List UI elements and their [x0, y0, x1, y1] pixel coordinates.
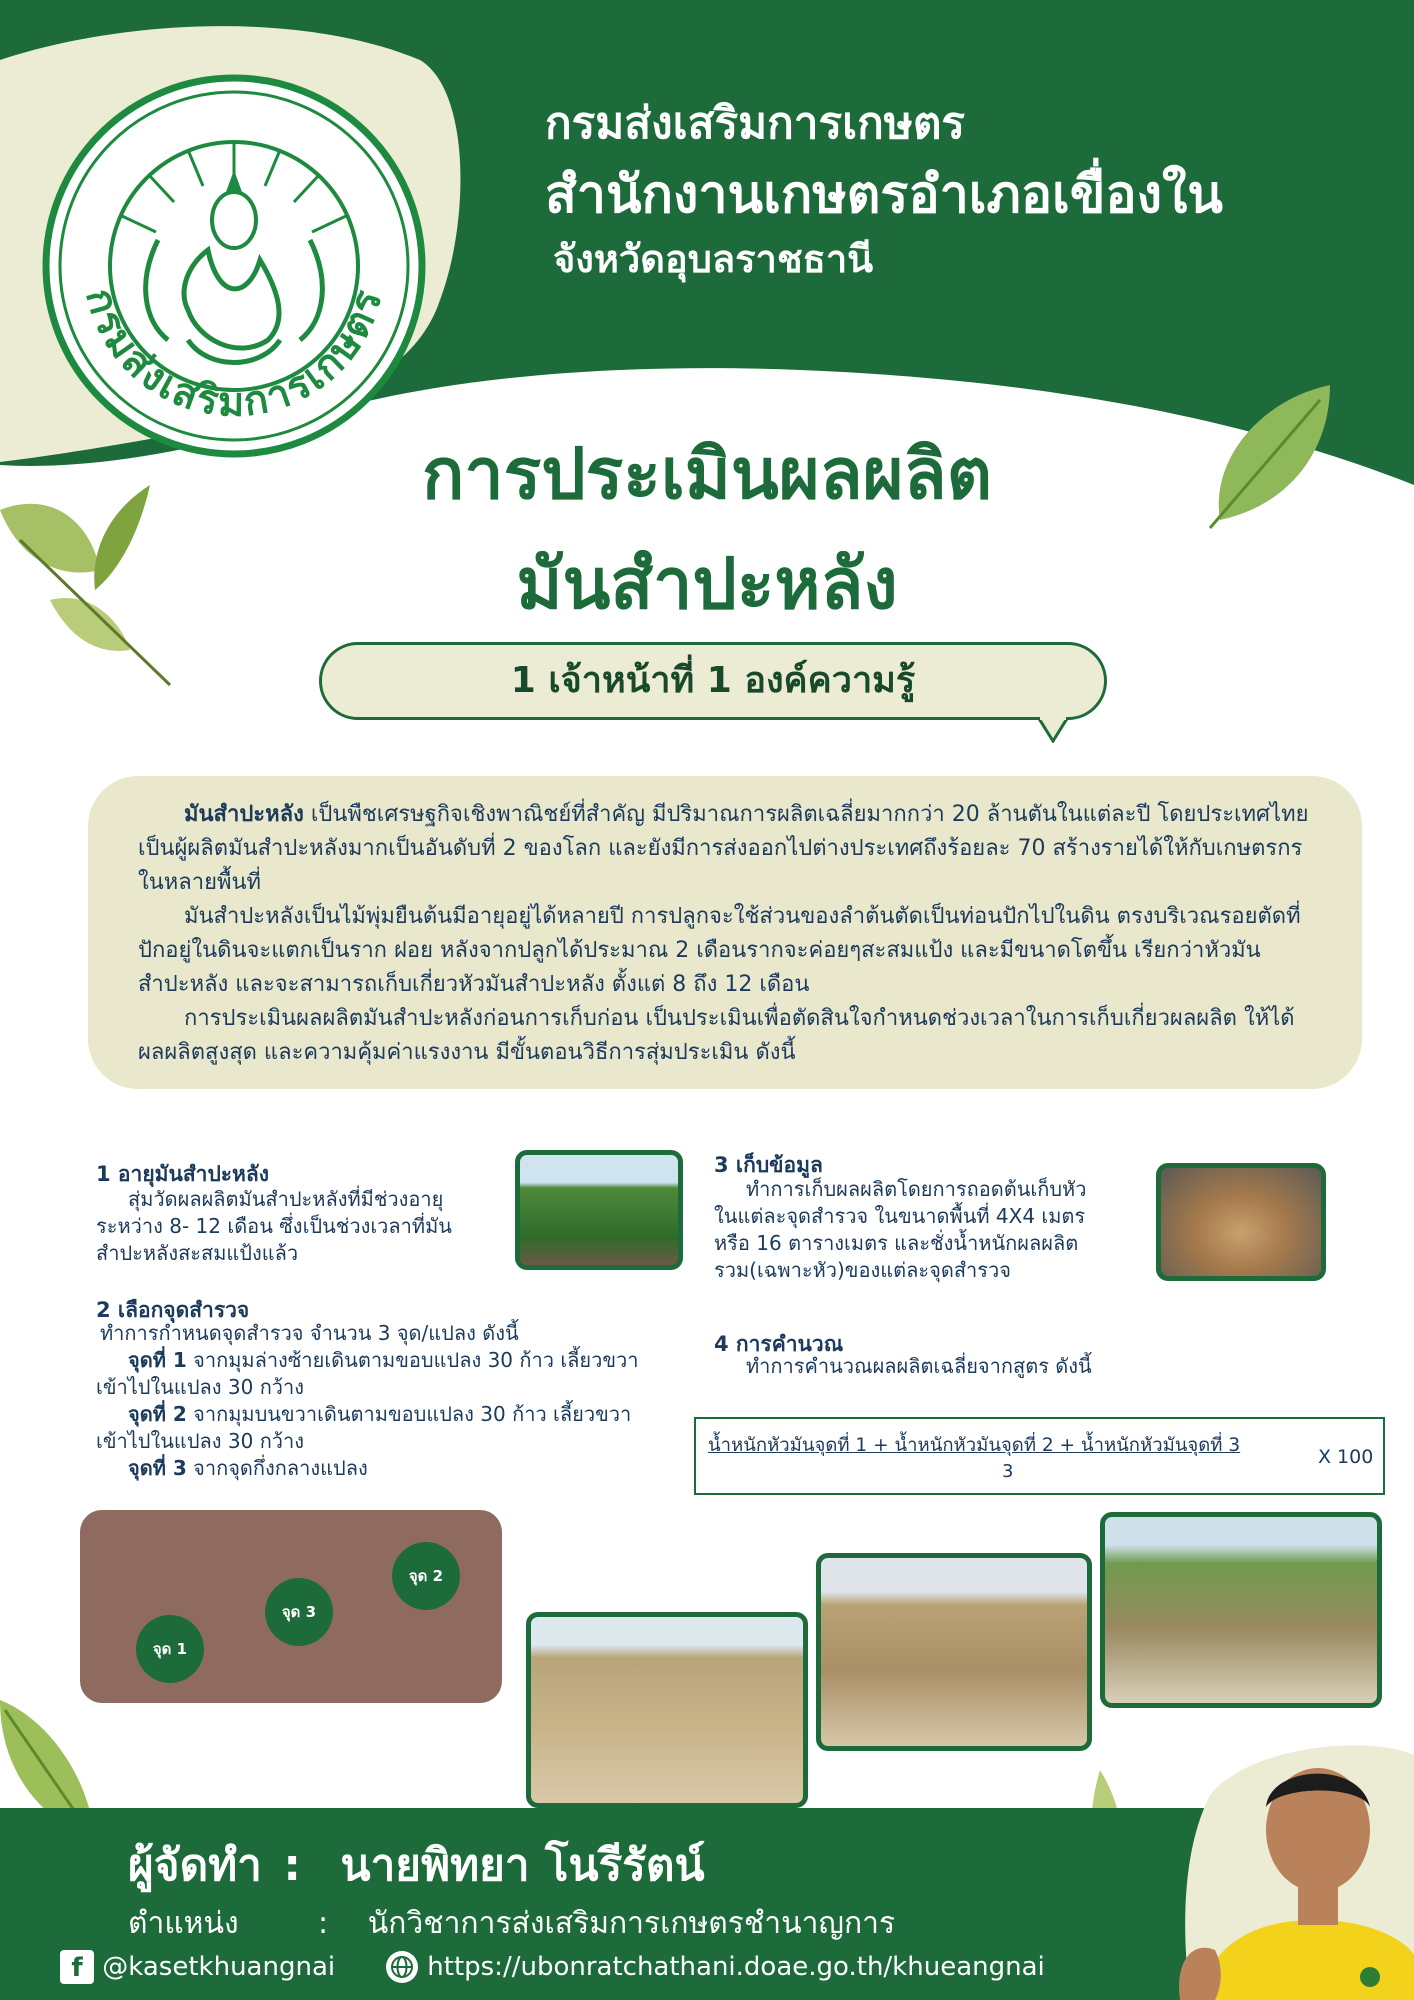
department-seal-logo: [38, 70, 430, 462]
field-team-photo-2: [816, 1553, 1092, 1751]
page-title-line2: มันสำปะหลัง: [516, 543, 898, 625]
position-line: [128, 1900, 895, 1947]
formula-multiplier: X 100: [1318, 1446, 1374, 1468]
field-plot-diagram: [80, 1510, 502, 1703]
formula-numerator: น้ำหนักหัวมันจุดที่ 1 + น้ำหนักหัวมันจุดที่ 2 + น้ำหนักหัวมันจุดที่ 3: [708, 1435, 1241, 1456]
position-separator: :: [318, 1906, 329, 1941]
intro-paragraph-3-text: การประเมินผลผลิตมันสำปะหลังก่อนการเก็บก่อน เป็นประเมินเพื่อตัดสินใจกำหนดช่วงเวลาในการเก็บเกี่ยวผลผลิต ให้ได้ผลผลิตสูงสุด และความคุ้มค่าแรงงาน มีขั้นตอนวิธีการสุ่มประเมิน ดังนี้: [138, 1006, 1295, 1065]
facebook-link[interactable]: [60, 1950, 335, 1984]
point-1-text: จากมุมล่างซ้ายเดินตามขอบแปลง 30 ก้าว เลี้ยวขวาเข้าไปในแปลง 30 กว้าง: [96, 1348, 639, 1399]
step-2-point-1: [96, 1347, 676, 1401]
survey-point-2: จุด 2: [392, 1542, 460, 1610]
step-2-text: ทำการกำหนดจุดสำรวจ จำนวน 3 จุด/แปลง ดังนี้: [100, 1321, 519, 1345]
point-2-text: จากมุมบนขวาเดินตามขอบแปลง 30 ก้าว เลี้ยวขวาเข้าไปในแปลง 30 กว้าง: [96, 1402, 632, 1453]
website-link[interactable]: [385, 1950, 1045, 1984]
facebook-handle: @kasetkhuangnai: [102, 1952, 336, 1982]
intro-paragraph-1-text: เป็นพืชเศรษฐกิจเชิงพาณิชย์ที่สำคัญ มีปริมาณการผลิตเฉลี่ยมากกว่า 20 ล้านตันในแต่ละปี โดยประเทศไทยเป็นผู้ผลิตมันสำปะหลังมากเป็นอันดับที่ 2 ของโลก และยังมีการส่งออกไปต่างประเทศถึงร้อยละ 70 สร้างรายได้ให้กับเกษตรกรในหลายพื้นที่: [138, 802, 1309, 895]
intro-panel: [88, 776, 1362, 1089]
page-title-line1: การประเมินผลผลิต: [421, 433, 993, 515]
province-name: จังหวัดอุบลราชธานี: [553, 237, 874, 281]
author-portrait: [1170, 1715, 1414, 2000]
field-team-photo-1: [526, 1612, 808, 1808]
yield-formula-box: [694, 1417, 1385, 1495]
author-separator: :: [283, 1840, 301, 1891]
author-name: นายพิทยา โนรีรัตน์: [340, 1840, 705, 1891]
formula-denominator: 3: [1002, 1461, 1014, 1482]
survey-point-1: จุด 1: [136, 1615, 204, 1683]
point-2-label: จุดที่ 2: [128, 1402, 187, 1426]
step-3-text: ทำการเก็บผลผลิตโดยการถอดต้นเก็บหัว ในแต่ละจุดสำรวจ ในขนาดพื้นที่ 4X4 เมตร หรือ 16 ตารางเมตร และชั่งน้ำหนักผลผลิตรวม(เฉพาะหัว)ของแต่ละจุดสำรวจ: [714, 1177, 1087, 1282]
cassava-field-photo: [515, 1150, 683, 1270]
step-4-title: 4 การคำนวณ: [714, 1332, 844, 1356]
step-4-text: ทำการคำนวณผลผลิตเฉลี่ยจากสูตร ดังนี้: [746, 1354, 1092, 1378]
svg-text:กรมส่งเสริมการเกษตร: กรมส่งเสริมการเกษตร: [76, 283, 392, 426]
knowledge-badge-text: 1 เจ้าหน้าที่ 1 องค์ความรู้: [510, 660, 916, 701]
intro-paragraph-1: [138, 798, 1320, 900]
step-2-point-2: [96, 1401, 676, 1455]
position-value: นักวิชาการส่งเสริมการเกษตรชำนาญการ: [367, 1906, 896, 1941]
point-3-label: จุดที่ 3: [128, 1456, 187, 1480]
point-1-label: จุดที่ 1: [128, 1348, 187, 1372]
step-2-title: 2 เลือกจุดสำรวจ: [96, 1298, 250, 1322]
step-1-title: 1 อายุมันสำปะหลัง: [96, 1162, 270, 1186]
point-3-text: จากจุดกึ่งกลางแปลง: [186, 1456, 368, 1480]
department-name: กรมส่งเสริมการเกษตร: [545, 98, 966, 149]
globe-icon: [385, 1950, 419, 1984]
website-url: https://ubonratchathani.doae.go.th/khueangnai: [427, 1952, 1045, 1982]
office-name: สำนักงานเกษตรอำเภอเขื่องใน: [545, 165, 1223, 225]
step-1-text: สุ่มวัดผลผลิตมันสำปะหลังที่มีช่วงอายุระหว่าง 8- 12 เดือน ซึ่งเป็นช่วงเวลาที่มันสำปะหลังสะสมแป้งแล้ว: [96, 1187, 452, 1265]
position-label: ตำแหน่ง: [128, 1906, 239, 1941]
facebook-icon: f: [60, 1950, 94, 1984]
intro-paragraph-2-text: มันสำปะหลังเป็นไม้พุ่มยืนต้นมีอายุอยู่ได้หลายปี การปลูกจะใช้ส่วนของลำต้นตัดเป็นท่อนปักไปในดิน ตรงบริเวณรอยตัดที่ปักอยู่ในดินจะแตกเป็นราก ฝอย หลังจากปลูกได้ประมาณ 2 เดือนรากจะค่อยๆสะสมแป้ง และมีขนาดโตขึ้น เรียกว่าหัวมันสำปะหลัง และจะสามารถเก็บเกี่ยวหัวมันสำปะหลัง ตั้งแต่ 8 ถึง 12 เดือน: [138, 904, 1301, 997]
badge-pointer: [1038, 717, 1068, 743]
step-3-title: 3 เก็บข้อมูล: [714, 1153, 823, 1177]
knowledge-badge: [319, 642, 1107, 720]
field-team-photo-3: [1100, 1512, 1382, 1708]
intro-paragraph-2: [138, 900, 1320, 1002]
intro-lead-term: มันสำปะหลัง: [184, 802, 304, 827]
step-2-point-3: [96, 1455, 676, 1482]
intro-paragraph-3: [138, 1002, 1320, 1070]
survey-point-3: จุด 3: [265, 1578, 333, 1646]
cassava-roots-photo: [1156, 1163, 1326, 1281]
author-label: ผู้จัดทำ: [128, 1840, 262, 1891]
author-line: [128, 1830, 705, 1900]
